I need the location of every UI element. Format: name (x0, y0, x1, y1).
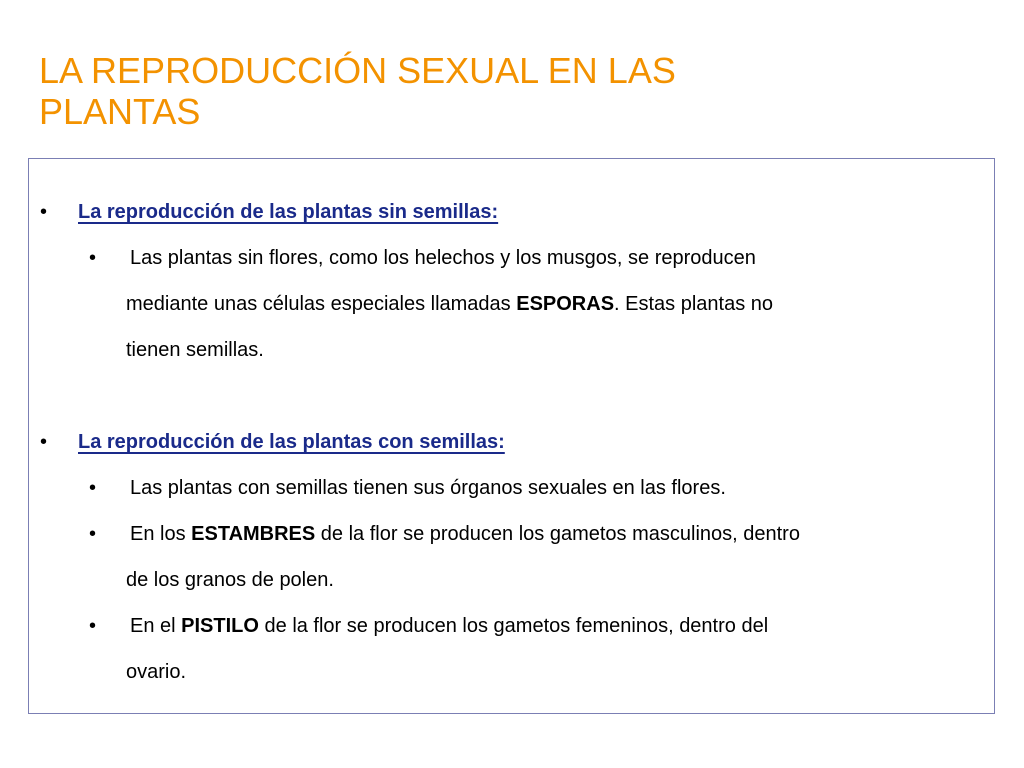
list-item-line: Las plantas sin flores, como los helechos y los musgos, se reproducen (130, 247, 756, 269)
bullet-icon: • (40, 201, 48, 223)
list-item-line (126, 281, 773, 327)
text-span: En el (130, 615, 182, 637)
text-span: En los (130, 523, 192, 545)
section-heading-sin-semillas (40, 189, 499, 235)
slide-title-line-2: PLANTAS (39, 91, 201, 132)
text-span: . Estas plantas no (614, 293, 774, 315)
list-item-line: tienen semillas. (126, 339, 264, 361)
term-esporas: ESPORAS (516, 293, 615, 315)
list-item-line: ovario. (126, 661, 187, 683)
term-pistilo: PISTILO (181, 615, 259, 637)
section-heading-text: La reproducción de las plantas con semillas: (78, 431, 505, 453)
list-item-line (126, 511, 800, 557)
list-item-estambres (89, 511, 800, 603)
term-estambres: ESTAMBRES (191, 523, 316, 545)
bullet-icon: • (89, 615, 97, 637)
list-item-line: de los granos de polen. (126, 569, 334, 591)
slide-title (39, 50, 939, 132)
section-heading-con-semillas (40, 419, 505, 465)
bullet-icon: • (40, 431, 48, 453)
text-span: mediante unas células especiales llamadas (126, 293, 517, 315)
bullet-icon: • (89, 477, 97, 499)
slide-title-line-1: LA REPRODUCCIÓN SEXUAL EN LAS (39, 50, 676, 91)
bullet-icon: • (89, 523, 97, 545)
list-item-esporas (89, 235, 774, 373)
text-span: de la flor se producen los gametos masculinos, dentro (315, 523, 800, 545)
list-item-line (126, 603, 768, 649)
list-item-organos (89, 465, 726, 511)
text-span: de la flor se producen los gametos femeninos, dentro del (258, 615, 769, 637)
list-item-pistilo (89, 603, 769, 695)
section-heading-text: La reproducción de las plantas sin semillas: (78, 201, 499, 223)
list-item-line: Las plantas con semillas tienen sus órganos sexuales en las flores. (130, 477, 726, 499)
bullet-icon: • (89, 247, 97, 269)
